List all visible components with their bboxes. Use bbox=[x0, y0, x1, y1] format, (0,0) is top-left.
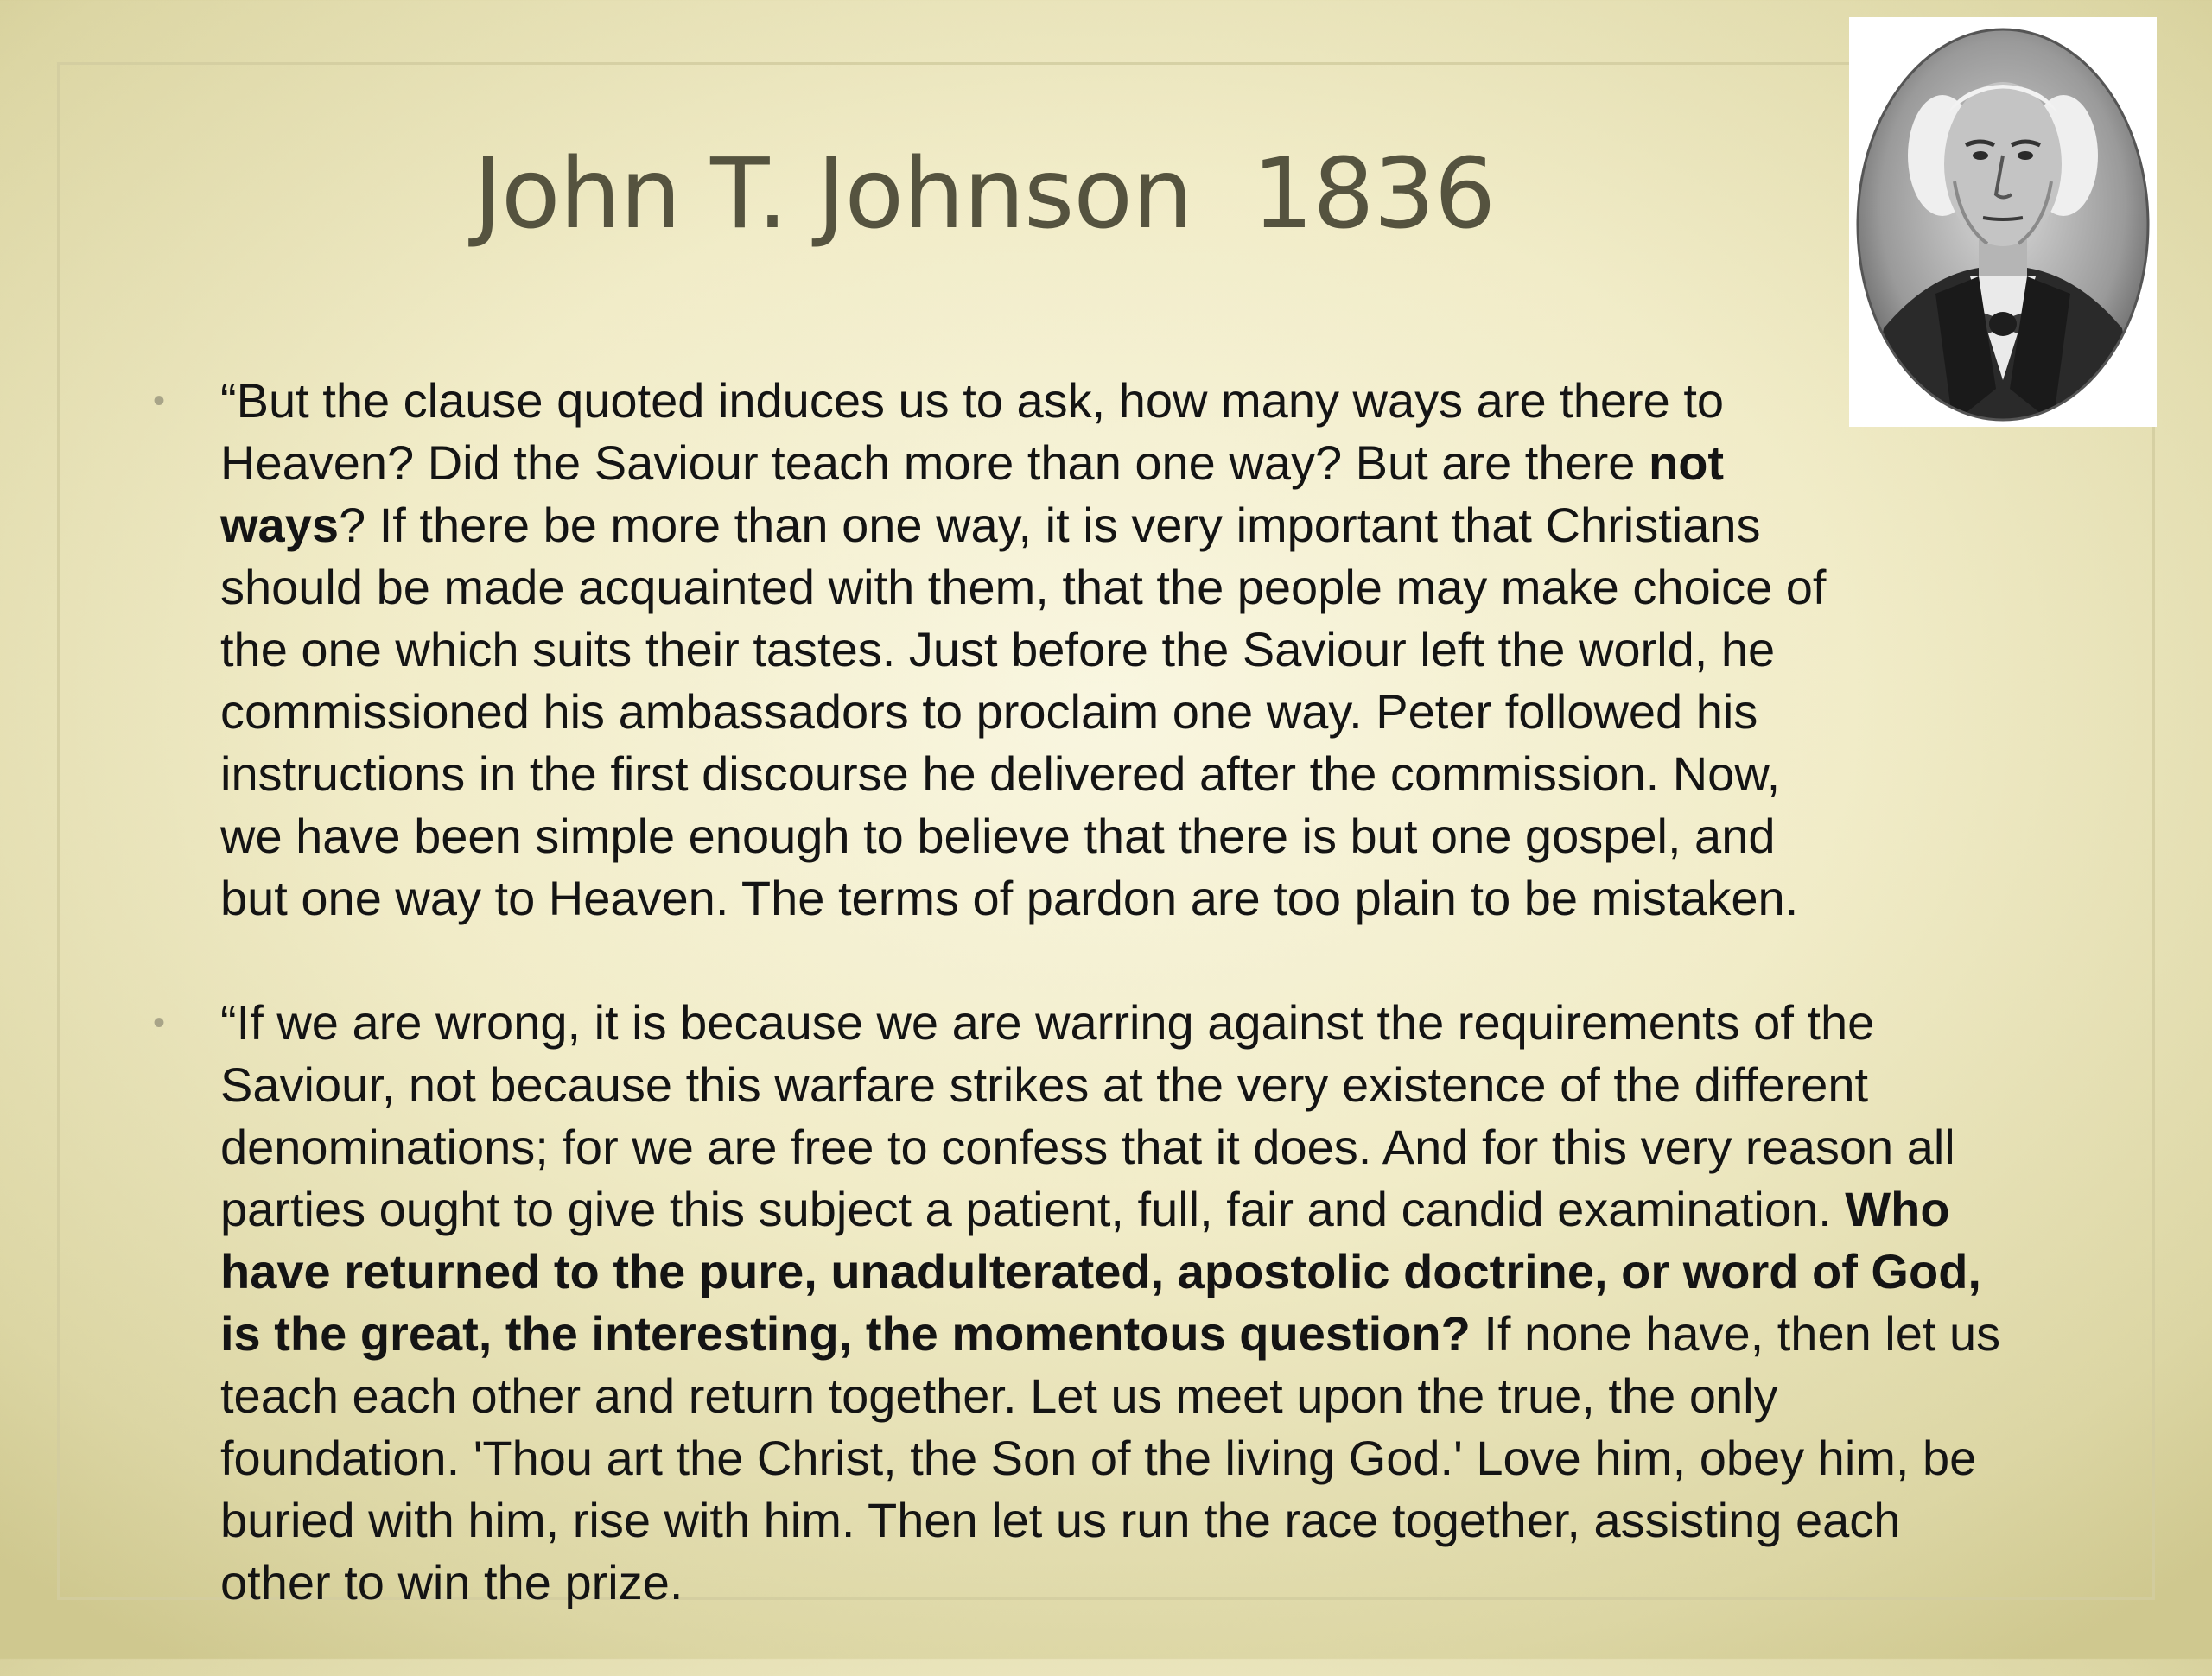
slide-title: John T. Johnson 1836 bbox=[474, 138, 1496, 251]
list-item bbox=[153, 992, 2018, 1614]
list-item bbox=[153, 370, 1845, 930]
quote-list bbox=[153, 370, 2018, 1676]
quote-emphasis: not ways bbox=[220, 435, 1725, 552]
quote-emphasis: Who have returned to the pure, unadulterated, apostolic doctrine, or word of God, is the great, the interesting, the momentous question? bbox=[220, 1182, 1981, 1361]
quote-segment: ? If there be more than one way, it is very important that Christians should be made acquainted with them, that the people may make choice of the one which suits their tastes. Just before the Saviour left the world, he commissioned his ambassadors to proclaim one way. Peter followed his instructions in the first discourse he delivered after the commission. Now, we have been simple enough to believe that there is but one gospel, and but one way to Heaven. The terms of pardon are too plain to be mistaken. bbox=[220, 498, 1827, 925]
quote-text bbox=[220, 995, 2000, 1609]
portrait-image bbox=[1849, 17, 2157, 427]
quote-segment: “If we are wrong, it is because we are warring against the requirements of the Saviour, not because this warfare strikes at the very existence of the different denominations; for we are free to confess that it does. And for this very reason all parties ought to give this subject a patient, full, fair and candid examination. bbox=[220, 995, 1955, 1236]
portrait-engraving-icon bbox=[1849, 17, 2157, 427]
quote-text bbox=[220, 373, 1826, 925]
quote-segment: “But the clause quoted induces us to ask, how many ways are there to Heaven? Did the Saviour teach more than one way? But are there bbox=[220, 373, 1725, 490]
bullet-icon: • bbox=[153, 382, 166, 420]
quote-segment: If none have, then let us teach each other and return together. Let us meet upon the true, the only foundation. 'Thou art the Christ, the Son of the living God.' Love him, obey him, be buried with him, rise with him. Then let us run the race together, assisting each other to win the prize. bbox=[220, 1306, 2001, 1609]
bullet-icon: • bbox=[153, 1004, 166, 1042]
